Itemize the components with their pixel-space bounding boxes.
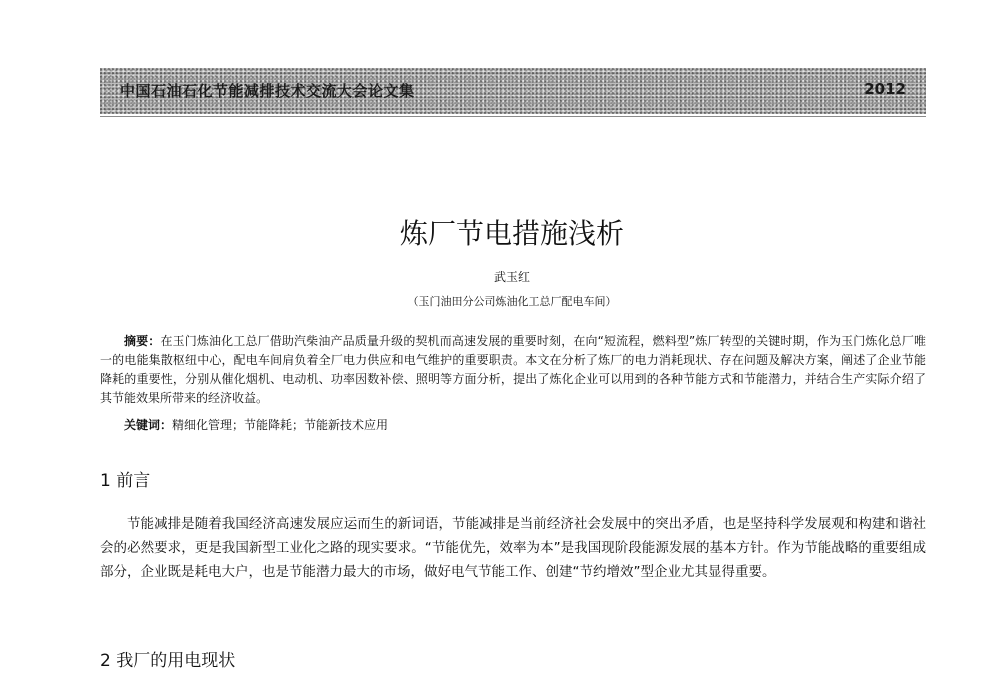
abstract [100,332,926,408]
keywords [124,416,388,435]
paper-title: 炼厂节电措施浅析 [399,217,624,250]
header-divider [100,116,926,117]
section-intro-body: 节能减排是随着我国经济高速发展应运而生的新词语，节能减排是当前经济社会发展中的突出矛盾，也是坚持科学发展观和构建和谐社会的必然要求，更是我国新型工业化之路的现实要求。“节能优先，效率为本”是我国现阶段能源发展的基本方针。作为节能战略的重要组成部分，企业既是耗电大户，也是节能潜力最大的市场，做好电气节能工作、创建“节约增效”型企业尤其显得重要。 [100,516,926,580]
running-header-banner [100,68,926,114]
keywords-label: 关键词： [124,418,173,432]
abstract-text: 在玉门炼油化工总厂借助汽柴油产品质量升级的契机而高速发展的重要时刻，在向“短流程，燃料型”炼厂转型的关键时期，作为玉门炼化总厂唯一的电能集散枢纽中心，配电车间肩负着全厂电力供应和电气维护的重要职责。本文在分析了炼厂的电力消耗现状、存在问题及解决方案，阐述了企业节能降耗的重要性，分别从催化烟机、电动机、功率因数补偿、照明等方面分析，提出了炼化企业可以用到的各种节能方式和节能潜力，并结合生产实际介绍了其节能效果所带来的经济收益。 [100,334,926,405]
keywords-text: 精细化管理；节能降耗；节能新技术应用 [172,418,389,432]
proceedings-series-title: 中国石油石化节能减排技术交流大会论文集 [120,82,415,100]
proceedings-year: 2012 [864,80,906,98]
abstract-label: 摘要： [124,334,161,348]
author-name: 武玉红 [493,270,530,284]
author-affiliation: （玉门油田分公司炼油化工总厂配电车间） [407,295,617,308]
section-heading-power-status: 2 我厂的用电现状 [100,651,236,671]
section-heading-intro: 1 前言 [100,471,151,491]
